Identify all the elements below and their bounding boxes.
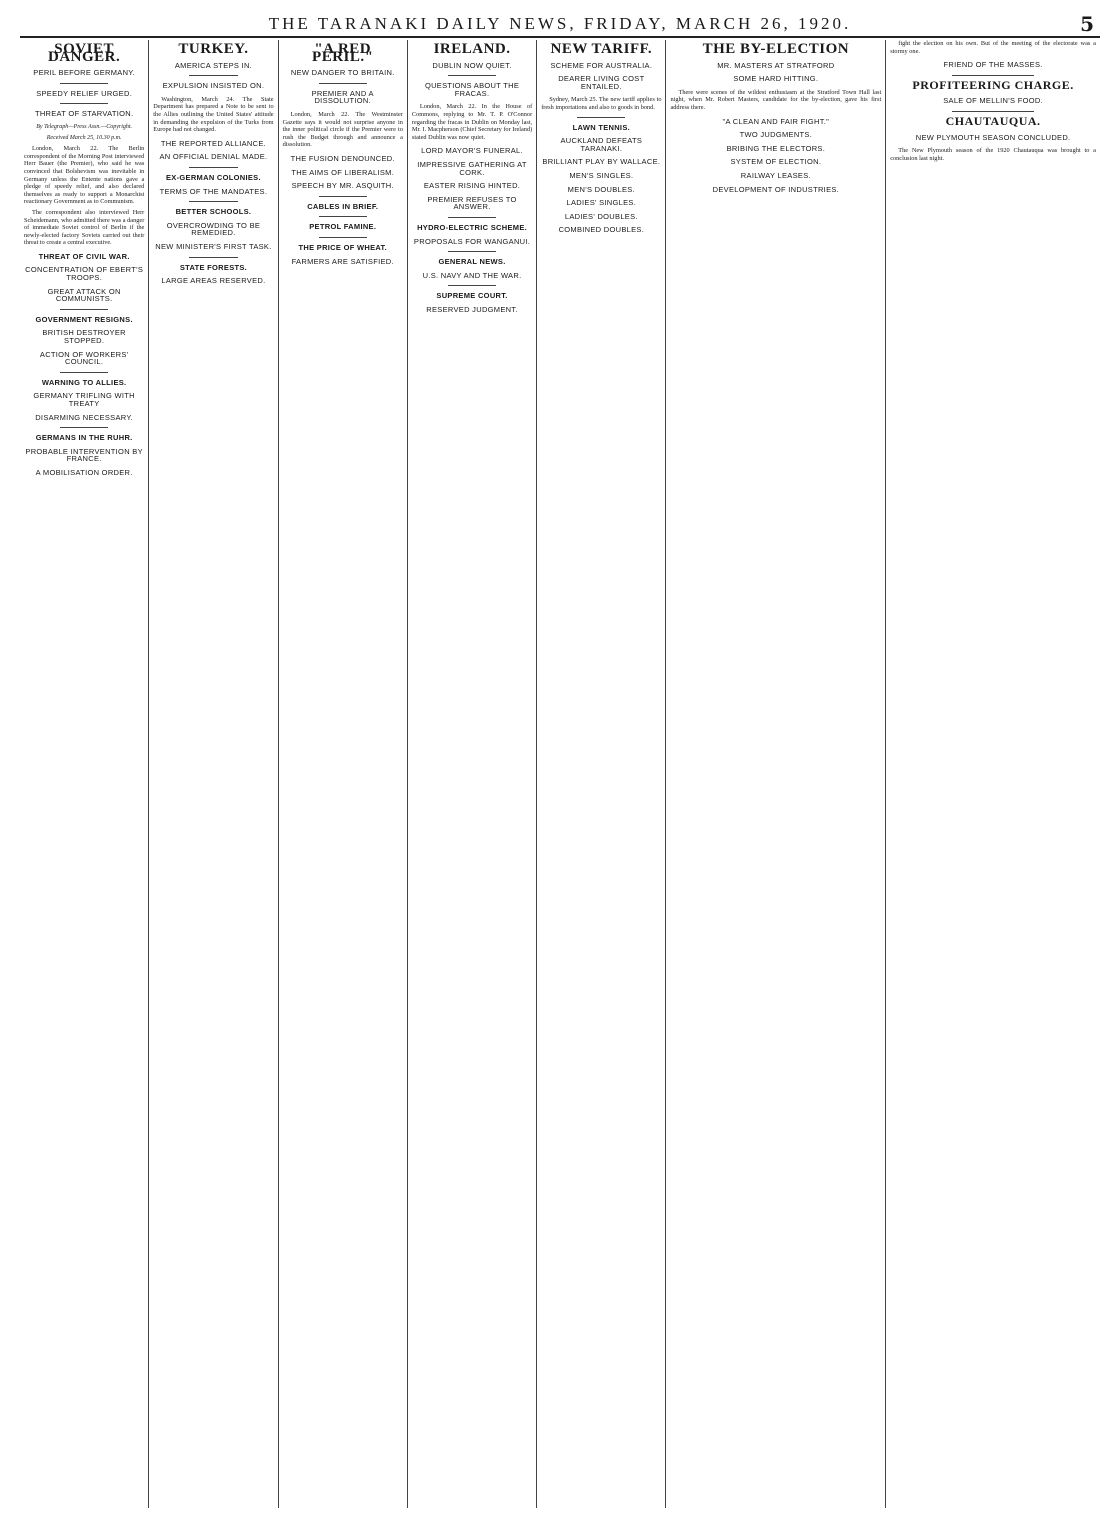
paragraph: Washington, March 24. The State Department has prepared a Note to be sent to the Allies outlining the United States' attitude in demanding the expulsion of the Turks from Europe had not changed. (153, 95, 274, 134)
subheading: EXPULSION INSISTED ON. (162, 81, 265, 91)
subheading: QUESTIONS ABOUT THE FRACAS. (424, 81, 520, 98)
subheading: THE AIMS OF LIBERALISM. (291, 167, 395, 177)
subheading: STATE FORESTS. (179, 262, 248, 272)
paragraph: fight the election on his own. But of the meeting of the electorate was a stormy one. (890, 40, 1096, 55)
subheading: DEVELOPMENT OF INDUSTRIES. (712, 184, 840, 194)
subheading: GREAT ATTACK ON COMMUNISTS. (47, 286, 121, 304)
subheading: DUBLIN NOW QUIET. (432, 60, 512, 70)
paragraph: London, March 22. In the House of Commons, replying to Mr. T. P. O'Connor regarding the fracas in Dublin on Monday last, Mr. I. Macpherson (Chief Secretary for Ireland) stated Dublin was now quiet. (411, 103, 533, 141)
subheading: THREAT OF STARVATION. (34, 109, 134, 119)
paragraph: London, March 22. The Westminster Gazette says it would not surprise anyone in the inner political circle if the Premier were to rush the Budget through and announce a dissolution. (282, 110, 403, 149)
subheading: FARMERS ARE SATISFIED. (291, 256, 394, 266)
subheading: THREAT OF CIVIL WAR. (38, 251, 130, 261)
subheading: A MOBILISATION ORDER. (35, 467, 133, 477)
subheading: EX-GERMAN COLONIES. (166, 172, 261, 182)
columns (20, 40, 1100, 1508)
subheading: SALE OF MELLIN'S FOOD. (943, 96, 1043, 106)
subheading: SYSTEM OF ELECTION. (730, 157, 822, 167)
subheading: GERMANY TRIFLING WITH TREATY (33, 391, 135, 408)
subheading: MEN'S SINGLES. (569, 170, 634, 180)
subheading: RESERVED JUDGMENT. (426, 304, 518, 314)
paragraph: The New Plymouth season of the 1920 Chautauqua was brought to a conclusion last night. (890, 147, 1096, 162)
headline: SOVIET DANGER. (48, 41, 121, 65)
subheading: GERMANS IN THE RUHR. (35, 433, 133, 443)
subheading: PROPOSALS FOR WANGANUI. (413, 236, 531, 246)
subheading: PERIL BEFORE GERMANY. (33, 68, 136, 78)
subheading: AN OFFICIAL DENIAL MADE. (159, 152, 268, 162)
page-number: 5 (1080, 12, 1094, 36)
subheading: SPEECH BY MR. ASQUITH. (291, 181, 394, 191)
subheading: OVERCROWDING TO BE REMEDIED. (166, 220, 261, 238)
column-ireland (408, 40, 537, 1508)
subheading: LORD MAYOR'S FUNERAL. (421, 146, 523, 156)
paragraph: The correspondent also interviewed Herr Scheidemann, who admitted there was a danger of immediate Soviet control of Berlin if the newly-elected factory Soviets carried out their threat to create a central executive. (24, 208, 145, 247)
headline: "A RED PERIL." (312, 41, 374, 65)
subheading: LAWN TENNIS. (572, 122, 631, 132)
column-red-peril (279, 40, 408, 1508)
subheading: SPEEDY RELIEF URGED. (36, 88, 133, 98)
subheading: BRIBING THE ELECTORS. (726, 143, 826, 153)
subheading: U.S. NAVY AND THE WAR. (422, 270, 522, 280)
subheading: AUCKLAND DEFEATS TARANAKI. (560, 136, 643, 153)
column-turkey (149, 40, 278, 1508)
subheading: LARGE AREAS RESERVED. (161, 276, 266, 286)
newspaper-title: THE TARANAKI DAILY NEWS, FRIDAY, MARCH 26, 1920. (268, 14, 852, 33)
subheading: WARNING TO ALLIES. (41, 377, 127, 387)
subheading: GENERAL NEWS. (438, 257, 506, 267)
subheading: NEW DANGER TO BRITAIN. (290, 68, 395, 78)
subheading: FRIEND OF THE MASSES. (943, 60, 1043, 70)
subheading: AMERICA STEPS IN. (174, 60, 253, 70)
subheading: PROBABLE INTERVENTION BY FRANCE. (25, 446, 143, 464)
subheading: DEARER LIVING COST ENTAILED. (558, 74, 645, 91)
headline: IRELAND. (433, 41, 511, 57)
subheading: EASTER RISING HINTED. (423, 181, 521, 191)
subheading: NEW PLYMOUTH SEASON CONCLUDED. (915, 132, 1071, 142)
subheading: "A CLEAN AND FAIR FIGHT." (722, 116, 830, 126)
headline: THE BY-ELECTION (702, 41, 850, 57)
headline: PROFITEERING CHARGE. (912, 77, 1074, 92)
subheading: CABLES IN BRIEF. (307, 201, 379, 211)
subheading: ACTION OF WORKERS' COUNCIL. (39, 349, 129, 367)
headline: NEW TARIFF. (550, 41, 653, 57)
received-line: Received March 25, 10.30 p.m. (46, 134, 122, 141)
subheading: RAILWAY LEASES. (740, 170, 811, 180)
subheading: SUPREME COURT. (436, 291, 508, 301)
column-soviet (20, 40, 149, 1508)
column-by-election (666, 40, 886, 1508)
subheading: MEN'S DOUBLES. (567, 184, 635, 194)
subheading: THE REPORTED ALLIANCE. (160, 138, 267, 148)
subheading: SCHEME FOR AUSTRALIA. (550, 60, 653, 70)
subheading: THE FUSION DENOUNCED. (290, 153, 395, 163)
subheading: HYDRO-ELECTRIC SCHEME. (417, 222, 527, 232)
subheading: IMPRESSIVE GATHERING AT CORK. (417, 159, 527, 177)
subheading: COMBINED DOUBLES. (558, 225, 645, 235)
masthead (20, 14, 1100, 38)
subheading: SOME HARD HITTING. (733, 74, 819, 84)
subheading: PETROL FAMINE. (309, 222, 377, 232)
headline: CHAUTAUQUA. (945, 113, 1041, 128)
subheading: LADIES' SINGLES. (566, 198, 637, 208)
headline: TURKEY. (178, 41, 249, 57)
subheading: BRILLIANT PLAY BY WALLACE. (542, 157, 661, 167)
column-masses-chautauqua (886, 40, 1100, 1508)
subheading: TERMS OF THE MANDATES. (159, 186, 268, 196)
subheading: THE PRICE OF WHEAT. (298, 242, 387, 252)
subheading: BETTER SCHOOLS. (175, 207, 252, 217)
subheading: GOVERNMENT RESIGNS. (35, 314, 133, 324)
paragraph: London, March 22. The Berlin correspondent of the Morning Post interviewed Herr Bauer (the Premier), who said he was convinced that Bolshevism was inevitable in Germany unless the Entente nations gave a pledge of speedy relief, and also declared themselves as ready to support a Monarchist reactionary Government as to Communism. (24, 145, 145, 206)
dateline: By Telegraph—Press Assn.—Copyright. (36, 123, 133, 130)
subheading: PREMIER AND A DISSOLUTION. (311, 88, 374, 106)
paragraph: There were scenes of the wildest enthusiasm at the Stratford Town Hall last night, when Mr. Robert Masters, candidate for the by-election, gave his first address there. (670, 88, 882, 111)
subheading: LADIES' DOUBLES. (564, 211, 638, 221)
column-new-tariff (537, 40, 666, 1508)
subheading: BRITISH DESTROYER STOPPED. (42, 328, 126, 346)
subheading: NEW MINISTER'S FIRST TASK. (155, 241, 272, 251)
paragraph: Sydney, March 25. The new tariff applies to fresh importations and also to goods in bond. (541, 96, 662, 111)
subheading: DISARMING NECESSARY. (35, 412, 134, 422)
subheading: TWO JUDGMENTS. (739, 130, 813, 140)
subheading: CONCENTRATION OF EBERT'S TROOPS. (25, 265, 144, 283)
subheading: MR. MASTERS AT STRATFORD (717, 60, 835, 70)
subheading: PREMIER REFUSES TO ANSWER. (427, 194, 517, 212)
